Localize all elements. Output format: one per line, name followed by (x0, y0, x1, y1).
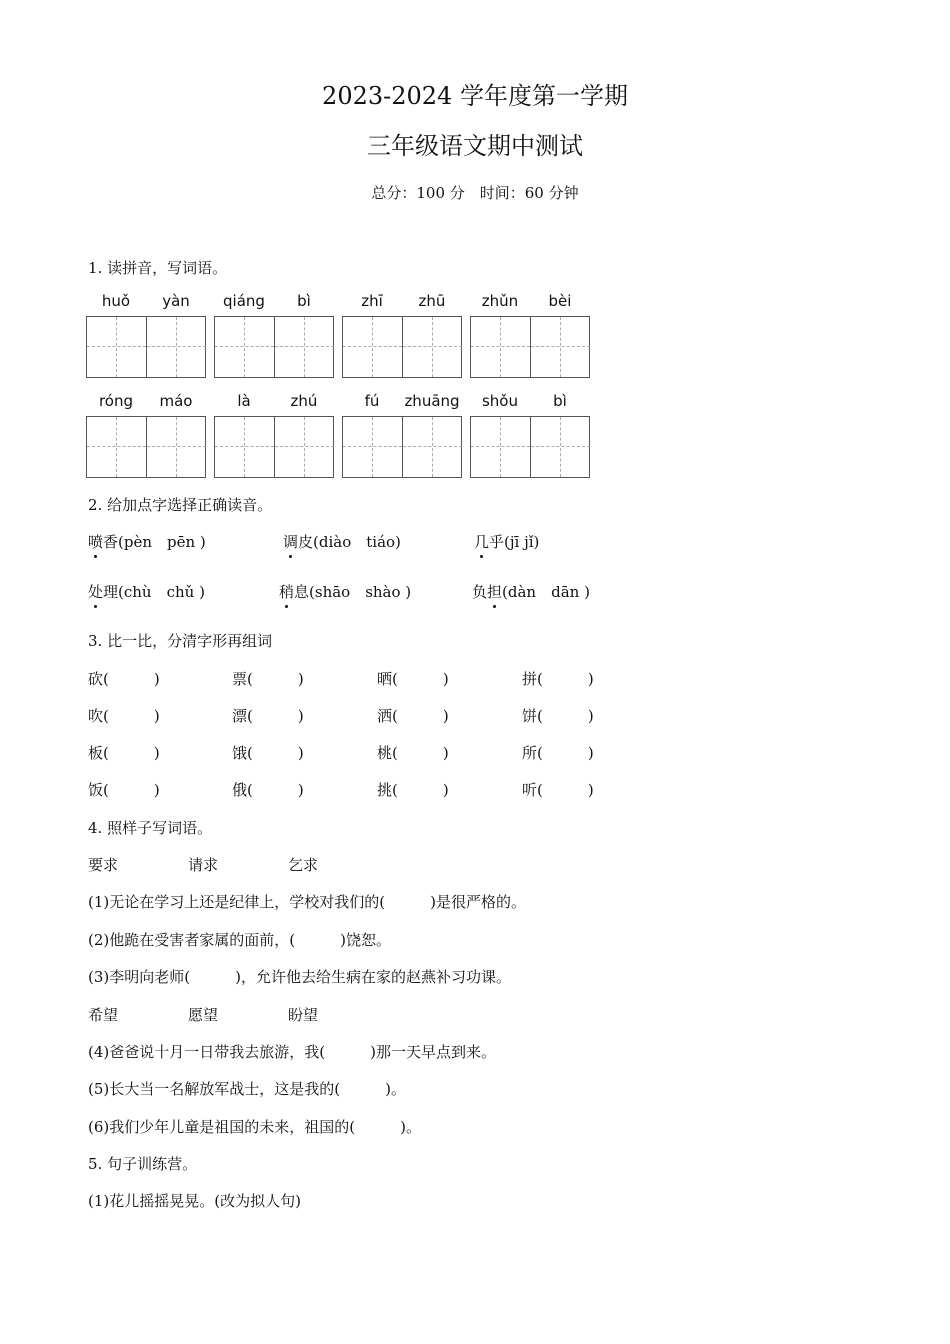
writing-boxes[interactable] (214, 316, 334, 378)
pinyin-label: fú (364, 392, 380, 410)
q2-item (283, 531, 401, 552)
q4-sentence: (4)爸爸说十月一日带我去旅游，我( )那一天早点到来。 (88, 1043, 496, 1061)
pinyin-label: zhī (361, 292, 383, 310)
pinyin-label: yàn (162, 292, 190, 310)
writing-boxes[interactable] (342, 416, 462, 478)
writing-boxes[interactable] (470, 416, 590, 478)
pinyin-label: zhǔn (481, 292, 519, 310)
exam-meta: 总分：100 分 时间：60 分钟 (371, 184, 579, 202)
pinyin-label: róng (98, 392, 134, 410)
pinyin-label: zhú (290, 392, 318, 410)
writing-boxes[interactable] (214, 416, 334, 478)
exam-title-line1: 2023-2024 学年度第一学期 (322, 82, 628, 110)
example-word: 盼望 (288, 1006, 319, 1024)
q3-cell: 挑( ) (377, 781, 449, 799)
q5-sentence: (1)花儿摇摇晃晃。(改为拟人句) (88, 1192, 301, 1210)
q3-cell: 俄( ) (232, 781, 304, 799)
q3-cell: 晒( ) (377, 670, 449, 688)
writing-boxes[interactable] (86, 416, 206, 478)
q3-heading: 3. 比一比，分清字形再组词 (88, 632, 273, 650)
pinyin-label: zhuāng (404, 392, 460, 410)
example-word: 要求 (88, 856, 119, 874)
q4-sentence: (5)长大当一名解放军战士，这是我的( )。 (88, 1080, 406, 1098)
q2-item (279, 581, 411, 602)
q2-heading: 2. 给加点字选择正确读音。 (88, 496, 273, 514)
example-word: 乞求 (288, 856, 319, 874)
q3-cell: 饭( ) (88, 781, 160, 799)
q2-item-text: 香(pèn pēn ) (103, 533, 206, 551)
q4-sentence: (2)他跪在受害者家属的面前，( )饶恕。 (88, 931, 391, 949)
pinyin-label: bì (553, 392, 567, 410)
q2-item-text: 息(shāo shào ) (294, 583, 412, 601)
q4-sentence: (1)无论在学习上还是纪律上，学校对我们的( )是很严格的。 (88, 893, 526, 911)
q2-item (472, 581, 590, 602)
q2-item-prefix: 负 (472, 583, 488, 601)
example-word: 愿望 (188, 1006, 219, 1024)
q4-sentence: (6)我们少年儿童是祖国的未来，祖国的( )。 (88, 1118, 421, 1136)
writing-boxes[interactable] (342, 316, 462, 378)
q5-heading: 5. 句子训练营。 (88, 1155, 198, 1173)
q3-cell: 吹( ) (88, 707, 160, 725)
pinyin-label: qiáng (223, 292, 265, 310)
q2-item (88, 531, 206, 552)
dotted-char: 几 (474, 533, 490, 551)
pinyin-label: là (237, 392, 251, 410)
q4-sentence: (3)李明向老师( )，允许他去给生病在家的赵燕补习功课。 (88, 968, 511, 986)
dotted-char: 稍 (279, 583, 295, 601)
pinyin-label: máo (159, 392, 193, 410)
q3-cell: 票( ) (232, 670, 304, 688)
q3-cell: 所( ) (522, 744, 594, 762)
dotted-char: 担 (487, 583, 503, 601)
pinyin-label: huǒ (101, 292, 131, 310)
writing-boxes[interactable] (86, 316, 206, 378)
q3-cell: 饿( ) (232, 744, 304, 762)
pinyin-label: bì (297, 292, 311, 310)
example-word: 请求 (188, 856, 219, 874)
pinyin-label: shǒu (481, 392, 518, 410)
q2-item-text: (dàn dān ) (502, 583, 590, 601)
q1-heading: 1. 读拼音，写词语。 (88, 259, 228, 277)
q3-cell: 板( ) (88, 744, 160, 762)
pinyin-label: zhū (418, 292, 446, 310)
q3-cell: 饼( ) (522, 707, 594, 725)
writing-boxes[interactable] (470, 316, 590, 378)
q3-cell: 砍( ) (88, 670, 160, 688)
q3-cell: 听( ) (522, 781, 594, 799)
example-word: 希望 (88, 1006, 119, 1024)
dotted-char: 喷 (88, 533, 104, 551)
dotted-char: 调 (283, 533, 299, 551)
dotted-char: 处 (88, 583, 104, 601)
q2-item-text: 乎(jī jǐ) (489, 533, 540, 551)
pinyin-label: bèi (548, 292, 572, 310)
q2-item (88, 581, 205, 602)
q2-item (474, 531, 539, 552)
q3-cell: 桃( ) (377, 744, 449, 762)
exam-title-line2: 三年级语文期中测试 (367, 132, 583, 160)
q2-item-text: 理(chù chǔ ) (103, 583, 205, 601)
q3-cell: 漂( ) (232, 707, 304, 725)
q2-item-text: 皮(diào tiáo) (298, 533, 401, 551)
q4-heading: 4. 照样子写词语。 (88, 819, 213, 837)
q3-cell: 洒( ) (377, 707, 449, 725)
q3-cell: 拼( ) (522, 670, 594, 688)
